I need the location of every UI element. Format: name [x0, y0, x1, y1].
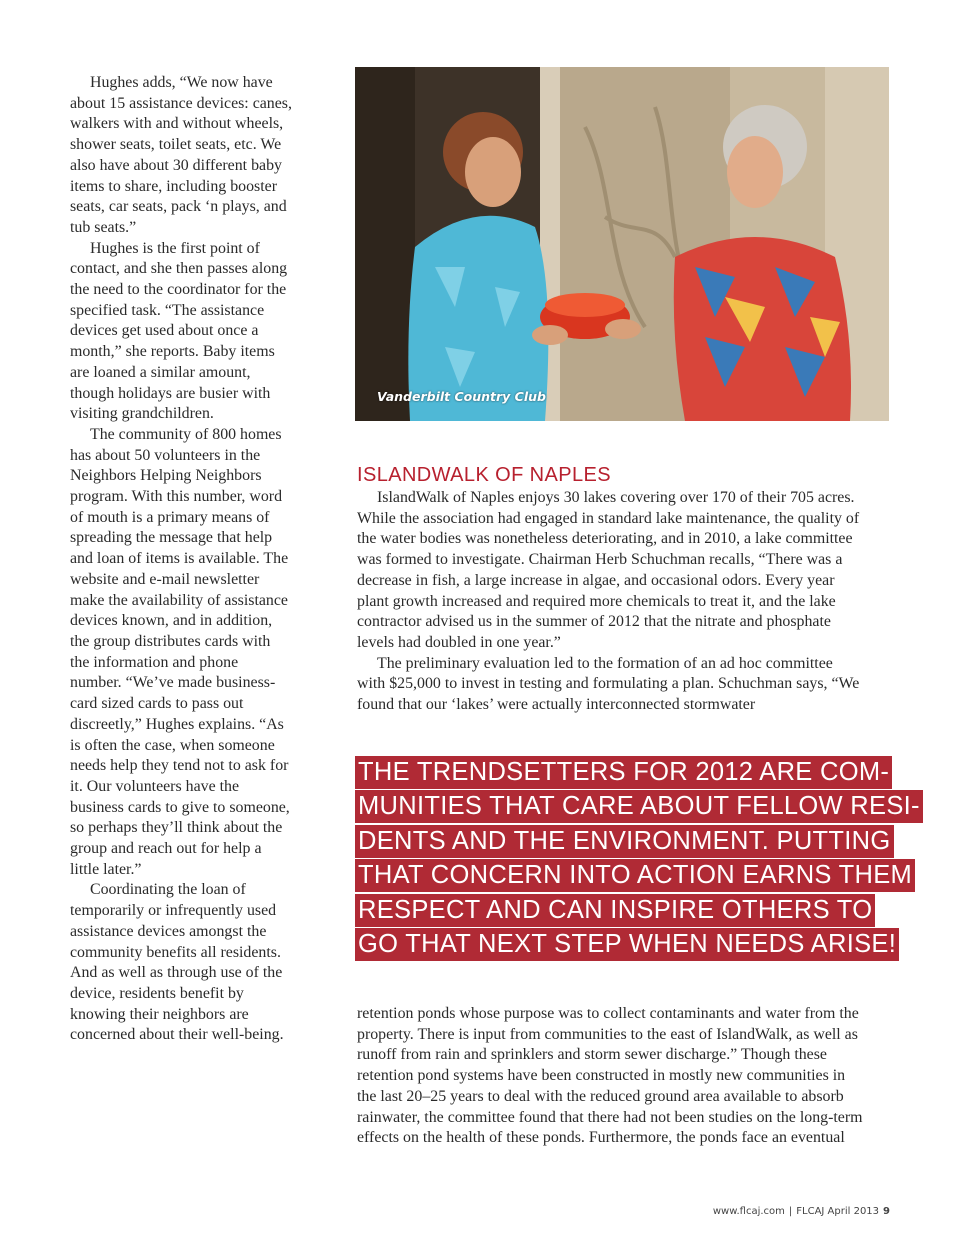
- pull-quote-line: GO THAT NEXT STEP WHEN NEEDS ARISE!: [355, 928, 899, 961]
- footer-website-link[interactable]: www.flcaj.com: [712, 1206, 785, 1217]
- left-paragraph-4: Coordinating the loan of temporarily or infrequently used assistance devices amongst the community benefits all residents. And as well as through use of the device, residents benefit by knowing their neighbors are concerned about their well-being.: [70, 881, 284, 1044]
- page-number: 9: [883, 1206, 890, 1217]
- pull-quote-line: THE TRENDSETTERS FOR 2012 ARE COM-: [355, 756, 892, 789]
- left-paragraph-3: The community of 800 homes has about 50 volunteers in the Neighbors Helping Neighbors program. With this number, word of mouth is a primary means of spreading the message that help and loan of items is available. The website and e-mail newsletter make the availability of assistance devices known, and in addition, the group distributes cards with the information and phone number. “We’ve made business-card sized cards to pass out discreetly,” Hughes explains. “As is often the case, when someone needs help they tend not to ask for it. Our volunteers have the business cards to give to someone, so perhaps they’ll think about the group and reach out for help a little later.”: [70, 425, 290, 878]
- right-article-column-top: [357, 488, 863, 716]
- left-paragraph-2: Hughes is the first point of contact, and she then passes along the need to the coordinator for the specified task. “The assistance devices get used about once a month,” she reports. Baby items are loaned a similar amount, though holidays are busier with visiting grandchildren.: [70, 239, 288, 423]
- pull-quote: [355, 756, 920, 962]
- pull-quote-line: DENTS AND THE ENVIRONMENT. PUTTING: [355, 825, 894, 858]
- pull-quote-line: MUNITIES THAT CARE ABOUT FELLOW RESI-: [355, 790, 923, 823]
- pull-quote-line: THAT CONCERN INTO ACTION EARNS THEM: [355, 859, 915, 892]
- article-photo: [355, 67, 889, 421]
- right-paragraph-continued: retention ponds whose purpose was to collect contaminants and water from the property. There is input from communities to the east of IslandWalk, as well as runoff from rain and sprinklers and storm sewer discharge.” Though these retention pond systems have been constructed in mostly new communities in the last 20–25 years to deal with the reduced ground area available to absorb rainwater, the committee found that there had not been studies on the long-term effects on the health of these ponds. Furthermore, the ponds face an eventual: [357, 1005, 863, 1147]
- left-paragraph-1: Hughes adds, “We now have about 15 assistance devices: canes, walkers with and without wheels, shower seats, toilet seats, etc. We also have about 30 different baby items to share, including booster seats, car seats, pack ‘n plays, and tub seats.”: [70, 74, 292, 236]
- photo-caption: Vanderbilt Country Club: [377, 389, 546, 404]
- right-paragraph-1: IslandWalk of Naples enjoys 30 lakes covering over 170 of their 705 acres. While the association had engaged in standard lake maintenance, the quality of the water bodies was nonetheless deteriorating, and in 2010, a lake committee was formed to investigate. Chairman Herb Schuchman recalls, “There was a decrease in fish, a large increase in algae, and occasional odors. Every year plant growth increased and required more chemicals to treat it, and the lake contractor advised us in the summer of 2012 that the nitrate and phosphate levels had doubled in one year.”: [357, 489, 860, 651]
- left-article-column: [70, 73, 292, 1046]
- footer-separator: |: [788, 1206, 793, 1217]
- right-article-column-bottom: [357, 1004, 863, 1149]
- footer-issue: FLCAJ April 2013: [796, 1206, 880, 1217]
- photo-illustration: [355, 67, 889, 421]
- pull-quote-line: RESPECT AND CAN INSPIRE OTHERS TO: [355, 894, 875, 927]
- section-heading: ISLANDWALK OF NAPLES: [357, 464, 611, 486]
- right-paragraph-2: The preliminary evaluation led to the formation of an ad hoc committee with $25,000 to invest in testing and formulating a plan. Schuchman says, “We found that our ‘lakes’ were actually interconnected stormwater: [357, 654, 860, 714]
- page-footer: [713, 1206, 890, 1217]
